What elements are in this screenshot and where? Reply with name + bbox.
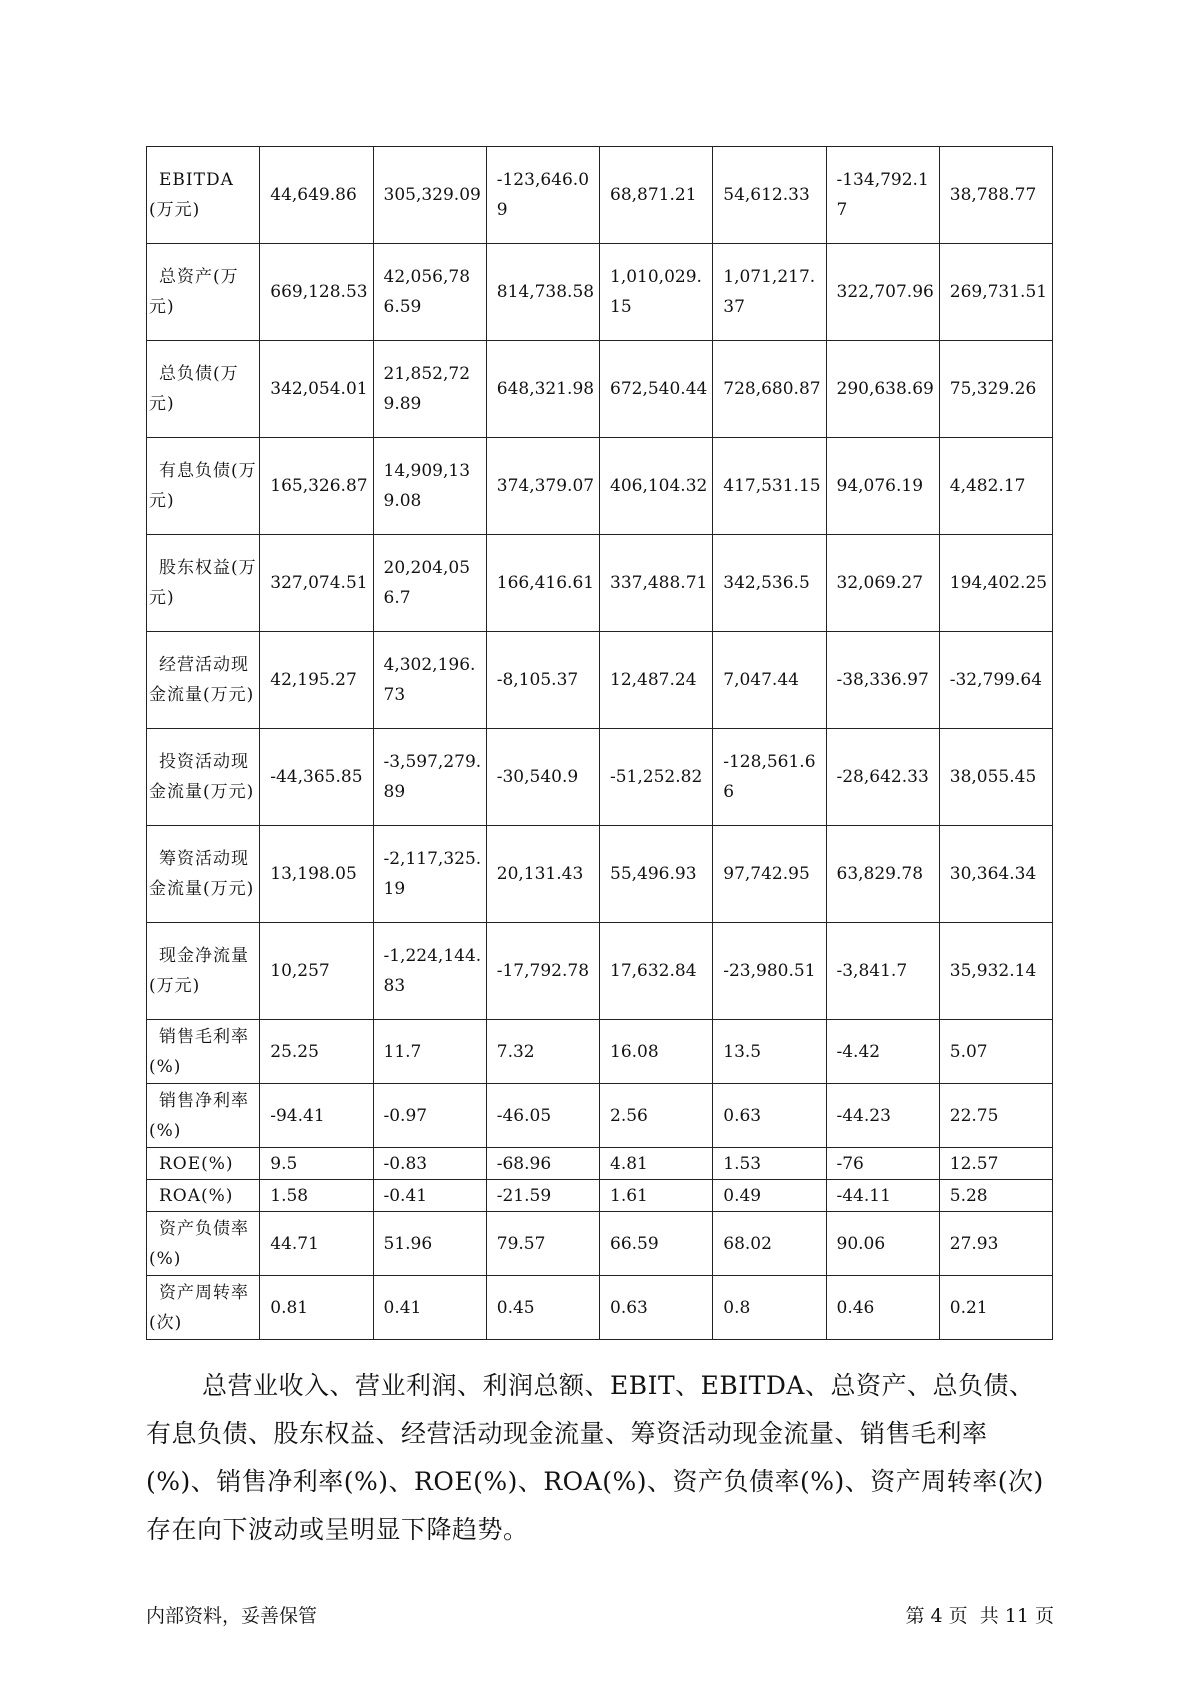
table-cell: 728,680.87 (713, 341, 826, 438)
table-cell: 44.71 (260, 1212, 373, 1276)
table-cell: 68,871.21 (600, 147, 713, 244)
table-cell: 0.49 (713, 1180, 826, 1212)
table-cell: 35,932.14 (939, 923, 1052, 1020)
table-cell: 194,402.25 (939, 535, 1052, 632)
table-cell: 165,326.87 (260, 438, 373, 535)
table-cell: -21.59 (486, 1180, 599, 1212)
table-cell: 0.63 (713, 1084, 826, 1148)
table-cell: 25.25 (260, 1020, 373, 1084)
table-cell: -123,646.09 (486, 147, 599, 244)
table-row (147, 438, 1053, 535)
table-cell: 322,707.96 (826, 244, 939, 341)
table-cell: 166,416.61 (486, 535, 599, 632)
table-cell: 0.81 (260, 1276, 373, 1340)
table-cell: -17,792.78 (486, 923, 599, 1020)
table-cell: 269,731.51 (939, 244, 1052, 341)
table-cell: 13.5 (713, 1020, 826, 1084)
row-label: ROE(%) (147, 1148, 260, 1180)
table-cell: 22.75 (939, 1084, 1052, 1148)
table-cell: 68.02 (713, 1212, 826, 1276)
table-cell: 42,195.27 (260, 632, 373, 729)
row-label: 销售净利率(%) (147, 1084, 260, 1148)
table-cell: -28,642.33 (826, 729, 939, 826)
table-cell: -68.96 (486, 1148, 599, 1180)
table-cell: -0.97 (373, 1084, 486, 1148)
table-cell: 66.59 (600, 1212, 713, 1276)
table-cell: 648,321.98 (486, 341, 599, 438)
table-cell: 4,302,196.73 (373, 632, 486, 729)
table-cell: 7.32 (486, 1020, 599, 1084)
table-cell: 327,074.51 (260, 535, 373, 632)
table-row (147, 1212, 1053, 1276)
table-row (147, 147, 1053, 244)
table-cell: 42,056,786.59 (373, 244, 486, 341)
table-cell: -46.05 (486, 1084, 599, 1148)
table-cell: 0.21 (939, 1276, 1052, 1340)
table-cell: 1.61 (600, 1180, 713, 1212)
table-row (147, 1020, 1053, 1084)
table-cell: -32,799.64 (939, 632, 1052, 729)
table-cell: 672,540.44 (600, 341, 713, 438)
table-cell: 90.06 (826, 1212, 939, 1276)
table-cell: -2,117,325.19 (373, 826, 486, 923)
row-label: 总资产(万元) (147, 244, 260, 341)
table-cell: 342,054.01 (260, 341, 373, 438)
table-cell: 417,531.15 (713, 438, 826, 535)
table-cell: 63,829.78 (826, 826, 939, 923)
row-label: 资产周转率(次) (147, 1276, 260, 1340)
footer-page-number: 第 4 页 共 11 页 (905, 1605, 1054, 1627)
table-row (147, 923, 1053, 1020)
table-cell: 32,069.27 (826, 535, 939, 632)
table-row (147, 1276, 1053, 1340)
row-label: 现金净流量(万元) (147, 923, 260, 1020)
table-cell: -4.42 (826, 1020, 939, 1084)
table-row (147, 341, 1053, 438)
table-cell: 814,738.58 (486, 244, 599, 341)
table-cell: 4,482.17 (939, 438, 1052, 535)
table-cell: 27.93 (939, 1212, 1052, 1276)
financial-table-body (147, 147, 1053, 1340)
table-cell: 51.96 (373, 1212, 486, 1276)
table-cell: -3,597,279.89 (373, 729, 486, 826)
table-cell: -94.41 (260, 1084, 373, 1148)
table-cell: -38,336.97 (826, 632, 939, 729)
table-cell: 342,536.5 (713, 535, 826, 632)
table-cell: 7,047.44 (713, 632, 826, 729)
table-cell: 20,131.43 (486, 826, 599, 923)
table-row (147, 1084, 1053, 1148)
table-cell: 5.28 (939, 1180, 1052, 1212)
table-cell: 305,329.09 (373, 147, 486, 244)
table-cell: 0.8 (713, 1276, 826, 1340)
table-cell: 11.7 (373, 1020, 486, 1084)
table-cell: -44,365.85 (260, 729, 373, 826)
table-row (147, 1180, 1053, 1212)
table-cell: -0.83 (373, 1148, 486, 1180)
row-label: 经营活动现金流量(万元) (147, 632, 260, 729)
table-cell: 2.56 (600, 1084, 713, 1148)
table-cell: 38,788.77 (939, 147, 1052, 244)
table-cell: -23,980.51 (713, 923, 826, 1020)
table-cell: 1,010,029.15 (600, 244, 713, 341)
table-cell: -8,105.37 (486, 632, 599, 729)
table-cell: 0.45 (486, 1276, 599, 1340)
row-label: 有息负债(万元) (147, 438, 260, 535)
table-cell: 79.57 (486, 1212, 599, 1276)
row-label: 投资活动现金流量(万元) (147, 729, 260, 826)
row-label: 销售毛利率(%) (147, 1020, 260, 1084)
table-cell: 97,742.95 (713, 826, 826, 923)
row-label: EBITDA(万元) (147, 147, 260, 244)
table-cell: -44.11 (826, 1180, 939, 1212)
table-cell: 30,364.34 (939, 826, 1052, 923)
table-cell: 75,329.26 (939, 341, 1052, 438)
table-cell: 290,638.69 (826, 341, 939, 438)
table-row (147, 244, 1053, 341)
table-cell: 0.41 (373, 1276, 486, 1340)
table-cell: -30,540.9 (486, 729, 599, 826)
financial-indicators-table (146, 146, 1053, 1340)
table-cell: 1.53 (713, 1148, 826, 1180)
table-row (147, 729, 1053, 826)
table-cell: 374,379.07 (486, 438, 599, 535)
table-cell: 4.81 (600, 1148, 713, 1180)
table-cell: 5.07 (939, 1020, 1052, 1084)
row-label: 资产负债率(%) (147, 1212, 260, 1276)
table-cell: 16.08 (600, 1020, 713, 1084)
table-row (147, 1148, 1053, 1180)
row-label: ROA(%) (147, 1180, 260, 1212)
summary-paragraph: 总营业收入、营业利润、利润总额、EBIT、EBITDA、总资产、总负债、有息负债、股东权益、经营活动现金流量、筹资活动现金流量、销售毛利率(%)、销售净利率(%)、ROE(%)、ROA(%)、资产负债率(%)、资产周转率(次)存在向下波动或呈明显下降趋势。 (146, 1371, 1044, 1544)
table-cell: -134,792.17 (826, 147, 939, 244)
table-cell: -1,224,144.83 (373, 923, 486, 1020)
table-cell: -128,561.66 (713, 729, 826, 826)
table-row (147, 632, 1053, 729)
table-cell: -44.23 (826, 1084, 939, 1148)
table-cell: 669,128.53 (260, 244, 373, 341)
row-label: 筹资活动现金流量(万元) (147, 826, 260, 923)
table-cell: 21,852,729.89 (373, 341, 486, 438)
table-cell: 44,649.86 (260, 147, 373, 244)
row-label: 总负债(万元) (147, 341, 260, 438)
footer-confidential-note: 内部资料，妥善保管 (146, 1605, 318, 1627)
table-cell: 10,257 (260, 923, 373, 1020)
row-label: 股东权益(万元) (147, 535, 260, 632)
table-cell: 13,198.05 (260, 826, 373, 923)
table-row (147, 535, 1053, 632)
table-cell: 9.5 (260, 1148, 373, 1180)
table-cell: 406,104.32 (600, 438, 713, 535)
table-cell: 1,071,217.37 (713, 244, 826, 341)
table-cell: 0.63 (600, 1276, 713, 1340)
table-cell: 20,204,056.7 (373, 535, 486, 632)
table-cell: 54,612.33 (713, 147, 826, 244)
table-cell: 12,487.24 (600, 632, 713, 729)
table-cell: 55,496.93 (600, 826, 713, 923)
table-cell: -3,841.7 (826, 923, 939, 1020)
table-cell: 17,632.84 (600, 923, 713, 1020)
table-cell: 1.58 (260, 1180, 373, 1212)
table-cell: 337,488.71 (600, 535, 713, 632)
table-cell: 14,909,139.08 (373, 438, 486, 535)
table-cell: 12.57 (939, 1148, 1052, 1180)
table-cell: 38,055.45 (939, 729, 1052, 826)
table-row (147, 826, 1053, 923)
table-cell: -76 (826, 1148, 939, 1180)
table-cell: -0.41 (373, 1180, 486, 1212)
table-cell: 0.46 (826, 1276, 939, 1340)
table-cell: 94,076.19 (826, 438, 939, 535)
table-cell: -51,252.82 (600, 729, 713, 826)
